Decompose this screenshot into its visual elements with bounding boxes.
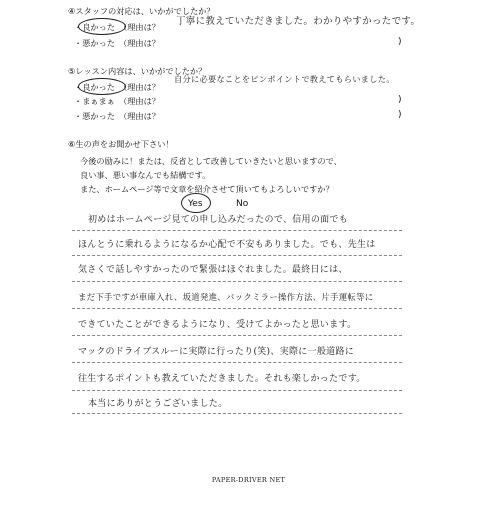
- rule-line-7: [72, 390, 402, 391]
- q5-option-bad: ・悪かった （理由は？: [74, 111, 160, 121]
- rule-line-8: [72, 413, 402, 414]
- q5-soso-close-paren: ): [398, 95, 402, 105]
- q5-option-good: ・良かった （理由は？: [74, 82, 160, 92]
- comment-line-7: 往生するポイントも教えていただきました。それも楽しかったです。: [78, 374, 366, 384]
- q5-good-circle: [78, 78, 126, 95]
- rule-line-6: [72, 362, 402, 363]
- comment-line-3: 気さくで話しやすかったので緊張はほぐれました。最終日には、: [78, 265, 348, 275]
- rule-line-3: [72, 281, 402, 282]
- q6-heading: ⑥生の声をお聞かせ下さい！: [68, 139, 174, 149]
- comment-line-2: ほんとうに乗れるようになるか心配で不安もありました。でも、先生は: [78, 240, 376, 250]
- q4-good-circle: [78, 18, 126, 35]
- no-option: No: [236, 199, 249, 209]
- rule-line-5: [72, 335, 402, 336]
- q4-bad-close-paren: ): [398, 37, 402, 47]
- rule-line-4: [72, 308, 402, 309]
- rule-line-2: [72, 255, 402, 256]
- yes-circle: [181, 193, 211, 213]
- rule-line-1: [72, 230, 402, 231]
- comment-line-4: まだ下手ですが車庫入れ、坂道発進、バックミラー操作方法、片手運転等に: [78, 292, 374, 302]
- comment-line-1: 初めはホームページ見ての申し込みだったので、信用の面でも: [88, 215, 349, 225]
- q6-intro-line-1: 今後の励みに！または、反省として改善していきたいと思いますので、: [80, 156, 342, 166]
- comment-line-5: できていたことができるようになり、受けてよかったと思います。: [78, 320, 357, 330]
- q5-option-soso: ・まぁまぁ （理由は？: [74, 96, 160, 106]
- q6-intro-line-2: 良い事、悪い事なんでも結構です。: [80, 170, 211, 180]
- comment-line-6: マックのドライブスルーに実際に行ったり(笑)、実際に一般道路に: [78, 347, 355, 357]
- yes-option: Yes: [188, 199, 203, 209]
- q4-option-good: ・良かった （理由は？: [74, 22, 160, 32]
- q6-intro-line-3: また、ホームページ等で文章を紹介させて頂いてもよろしいですか？: [80, 184, 334, 194]
- q4-heading: ④スタッフの対応は、いかがでしたか？: [68, 6, 215, 16]
- comment-line-8: 本当にありがとうございました。: [88, 399, 228, 409]
- footer-brand: PAPER-DRIVER NET: [211, 476, 286, 484]
- q5-bad-close-paren: ): [398, 110, 402, 120]
- q5-heading: ⑤レッスン内容は、いかがでしたか？: [68, 66, 207, 76]
- q4-good-answer: 丁寧に教えていただきました。わかりやすかったです。: [176, 16, 421, 27]
- q4-option-bad: ・悪かった （理由は？: [74, 38, 160, 48]
- q5-good-answer: 自分に必要なことをピンポイントで教えてもらいました。: [174, 74, 395, 84]
